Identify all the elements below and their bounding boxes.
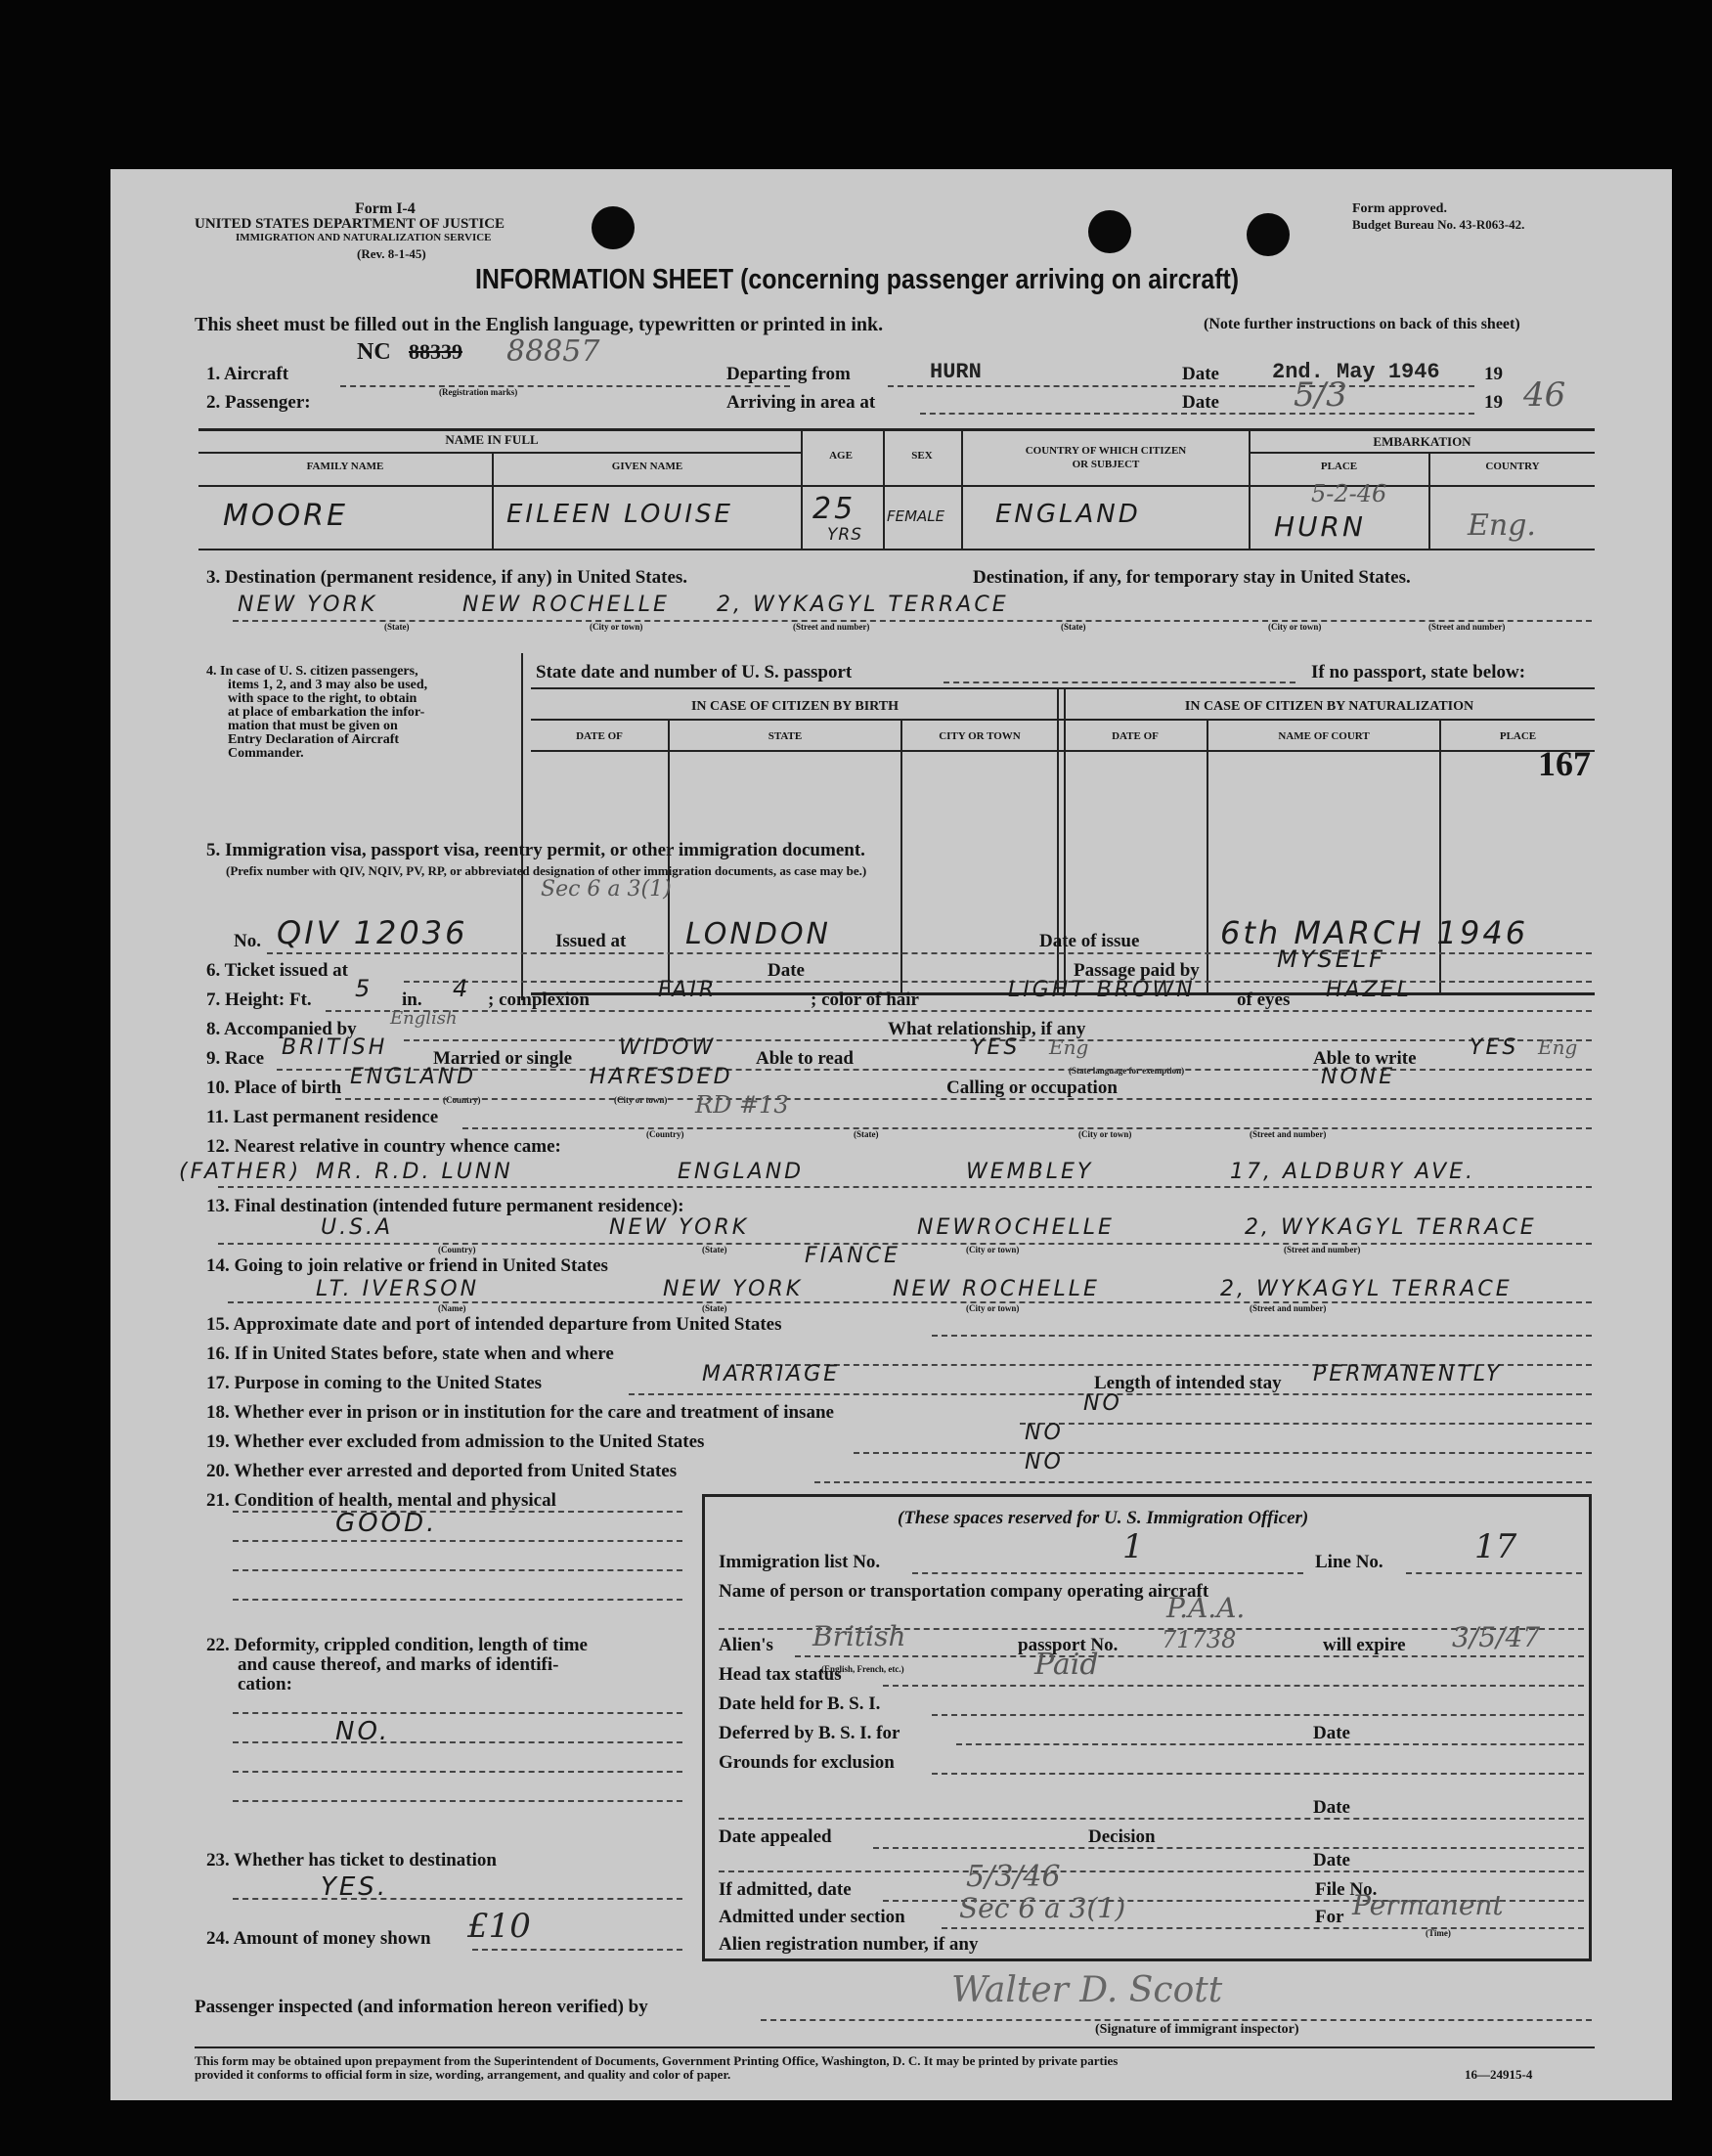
money-value: £10 — [467, 1907, 531, 1946]
company-label: Name of person or transportation company operating aircraft — [719, 1581, 1209, 1602]
held-label: Date held for B. S. I. — [719, 1694, 881, 1714]
signature-caption: (Signature of immigrant inspector) — [1095, 2022, 1299, 2037]
read-note: Eng — [1049, 1035, 1089, 1059]
race-label: 9. Race — [206, 1048, 265, 1069]
height-label: 7. Height: Ft. — [206, 990, 312, 1010]
destination-street: 2, WYKAGYL TERRACE — [717, 593, 1009, 617]
join-state: NEW YORK — [663, 1277, 804, 1301]
no-passport-label: If no passport, state below: — [1311, 662, 1526, 682]
final-street: 2, WYKAGYL TERRACE — [1245, 1215, 1537, 1240]
last-residence-label: 11. Last permanent residence — [206, 1107, 439, 1127]
deformity-label-2: and cause thereof, and marks of identifi- — [238, 1654, 559, 1675]
excluded-value: NO — [1025, 1421, 1064, 1445]
year-prefix: 19 — [1484, 364, 1503, 384]
caption: (Country) — [443, 1095, 481, 1105]
visa-sub: (Prefix number with QIV, NQIV, PV, RP, or abbreviated designation of other immigration documents, as case may be.) — [226, 863, 867, 878]
relative-label: 12. Nearest relative in country whence came: — [206, 1136, 561, 1157]
budget-number: Budget Bureau No. 43-R063-42. — [1352, 217, 1525, 232]
age-header: AGE — [829, 450, 853, 462]
headtax-label: Head tax status — [719, 1664, 842, 1685]
date-label: Date — [1313, 1850, 1350, 1870]
department: UNITED STATES DEPARTMENT OF JUSTICE — [195, 216, 505, 232]
alien-value: British — [812, 1620, 906, 1652]
punch-hole — [1088, 210, 1131, 253]
married-value: WIDOW — [619, 1035, 717, 1060]
birth-city: HARESDED — [590, 1065, 733, 1089]
ticket-destination-value: YES. — [321, 1872, 389, 1902]
caption: (Street and number) — [1428, 622, 1506, 632]
excluded-label: 19. Whether ever excluded from admission to the United States — [206, 1431, 705, 1452]
country-header: COUNTRY OF WHICH CITIZEN — [1025, 445, 1187, 457]
relative-city: WEMBLEY — [966, 1160, 1094, 1184]
paid-by-label: Passage paid by — [1074, 960, 1200, 981]
deformity-label-3: cation: — [238, 1674, 292, 1694]
paid-by-value: MYSELF — [1277, 946, 1385, 973]
ticket-date-label: Date — [768, 960, 805, 981]
inspector-signature: Walter D. Scott — [951, 1970, 1223, 2010]
family-name-value: MOORE — [223, 499, 348, 533]
prison-label: 18. Whether ever in prison or in institution for the care and treatment of insane — [206, 1402, 834, 1423]
relationship-label: What relationship, if any — [888, 1019, 1086, 1039]
family-name-header: FAMILY NAME — [306, 461, 384, 472]
year-prefix: 19 — [1484, 392, 1503, 413]
destination-city: NEW ROCHELLE — [462, 593, 670, 617]
caption: (State language for exemption) — [1069, 1066, 1185, 1076]
caption: (City or town) — [614, 1095, 668, 1105]
date-of-header: DATE OF — [1112, 730, 1159, 742]
visa-label: 5. Immigration visa, passport visa, reentry permit, or other immigration document. — [206, 840, 865, 860]
form-sheet — [110, 169, 1672, 2100]
embarkation-place-header: PLACE — [1320, 461, 1358, 472]
relative-country: ENGLAND — [678, 1160, 805, 1184]
caption: (Time) — [1426, 1928, 1451, 1938]
purpose-value: MARRIAGE — [702, 1362, 841, 1386]
decision-label: Decision — [1088, 1826, 1156, 1847]
purpose-label: 17. Purpose in coming to the United States — [206, 1373, 543, 1393]
complexion-label: ; complexion — [488, 990, 590, 1010]
for-value: Permanent — [1352, 1889, 1504, 1921]
court-header: NAME OF COURT — [1278, 730, 1370, 742]
passport-label: State date and number of U. S. passport — [536, 662, 853, 682]
final-city: NEWROCHELLE — [917, 1215, 1115, 1240]
issue-date-label: Date of issue — [1039, 931, 1140, 951]
caption: (City or town) — [1268, 622, 1322, 632]
height-in: 4 — [453, 975, 471, 1002]
birth-label: 10. Place of birth — [206, 1078, 342, 1098]
list-label: Immigration list No. — [719, 1552, 881, 1572]
health-value: GOOD. — [335, 1509, 438, 1538]
punch-hole — [1247, 213, 1290, 256]
write-note: Eng — [1538, 1035, 1578, 1059]
deported-value: NO — [1025, 1450, 1064, 1474]
visa-no-label: No. — [234, 931, 261, 951]
caption: (State) — [384, 622, 410, 632]
sex-value: FEMALE — [887, 507, 945, 525]
for-label: For — [1315, 1907, 1344, 1927]
caption: (City or town) — [966, 1245, 1020, 1254]
relative-relationship: (FATHER) — [179, 1160, 302, 1184]
admitted-value: 5/3/46 — [966, 1860, 1061, 1894]
eyes-label: of eyes — [1237, 990, 1291, 1010]
citizen-of-value: ENGLAND — [995, 500, 1141, 529]
complexion-value: FAIR — [658, 978, 718, 1002]
hair-value: LIGHT BROWN — [1008, 978, 1196, 1002]
caption: (Street and number) — [793, 622, 870, 632]
caption: (Name) — [438, 1303, 466, 1313]
race-value: BRITISH — [282, 1035, 388, 1060]
eyes-value: HAZEL — [1326, 978, 1412, 1002]
service: IMMIGRATION AND NATURALIZATION SERVICE — [236, 232, 492, 243]
occupation-label: Calling or occupation — [946, 1078, 1118, 1098]
caption: (State) — [1061, 622, 1086, 632]
issue-date-value: 6th MARCH 1946 — [1220, 914, 1529, 951]
caption: (Country) — [646, 1129, 684, 1139]
embarkation-header: EMBARKATION — [1373, 434, 1471, 449]
deformity-value: NO. — [335, 1717, 391, 1746]
officer-header: (These spaces reserved for U. S. Immigration Officer) — [898, 1508, 1309, 1528]
caption: (State) — [702, 1303, 727, 1313]
section-value: Sec 6 a 3(1) — [959, 1892, 1126, 1924]
given-name-header: GIVEN NAME — [611, 461, 683, 472]
aircraft-prefix: NC — [357, 339, 391, 365]
headtax-value: Paid — [1034, 1648, 1099, 1682]
join-city: NEW ROCHELLE — [893, 1277, 1100, 1301]
last-residence-note: RD #13 — [695, 1091, 789, 1119]
married-label: Married or single — [433, 1048, 573, 1069]
in-label: in. — [402, 990, 422, 1010]
health-label: 21. Condition of health, mental and physical — [206, 1490, 556, 1511]
revision: (Rev. 8-1-45) — [357, 246, 426, 261]
birth-country: ENGLAND — [350, 1065, 477, 1089]
date-label: Date — [1182, 392, 1219, 413]
height-ft: 5 — [355, 975, 373, 1002]
ticket-label: 6. Ticket issued at — [206, 960, 348, 981]
join-label: 14. Going to join relative or friend in United States — [206, 1255, 608, 1276]
final-country: U.S.A — [321, 1215, 394, 1240]
aircraft-reg-crossed: 88339 — [409, 339, 462, 364]
caption: (City or town) — [966, 1303, 1020, 1313]
appealed-label: Date appealed — [719, 1826, 832, 1847]
departure-label: 15. Approximate date and port of intended departure from United States — [206, 1314, 782, 1335]
country-header-2: OR SUBJECT — [1072, 459, 1140, 470]
sex-header: SEX — [911, 450, 933, 462]
arrival-year: 46 — [1523, 375, 1566, 415]
alien-label: Alien's — [719, 1635, 773, 1655]
stay-value: PERMANENTLY — [1313, 1362, 1503, 1386]
arriving-label: Arriving in area at — [726, 392, 876, 413]
given-name-value: EILEEN LOUISE — [506, 500, 733, 529]
instruction: This sheet must be filled out in the English language, typewritten or printed in ink. — [195, 314, 884, 335]
ticket-destination-label: 23. Whether has ticket to destination — [206, 1850, 497, 1870]
final-destination-label: 13. Final destination (intended future permanent residence): — [206, 1196, 684, 1216]
form-approved: Form approved. — [1352, 201, 1447, 216]
inspected-label: Passenger inspected (and information hereon verified) by — [195, 1997, 648, 2017]
alien-passport-label: passport No. — [1018, 1635, 1119, 1655]
file-label: File No. — [1315, 1879, 1378, 1900]
visa-number: QIV 12036 — [277, 914, 468, 951]
embarkation-country-value: Eng. — [1468, 508, 1536, 543]
stay-label: Length of intended stay — [1094, 1373, 1282, 1393]
departing-label: Departing from — [726, 364, 851, 384]
alien-passport-value: 71738 — [1162, 1626, 1237, 1653]
state-header: STATE — [768, 730, 803, 742]
date-label: Date — [1313, 1723, 1350, 1743]
join-relationship: FIANCE — [805, 1244, 900, 1268]
deferred-label: Deferred by B. S. I. for — [719, 1723, 900, 1743]
by-birth-header: IN CASE OF CITIZEN BY BIRTH — [690, 699, 900, 714]
temp-destination-label: Destination, if any, for temporary stay in United States. — [973, 567, 1411, 588]
issued-at-label: Issued at — [555, 931, 627, 951]
admitted-label: If admitted, date — [719, 1879, 852, 1900]
date-label: Date — [1182, 364, 1219, 384]
stamp-number: 167 — [1538, 744, 1591, 783]
expire-value: 3/5/47 — [1452, 1621, 1541, 1653]
write-label: Able to write — [1313, 1048, 1417, 1069]
destination-label: 3. Destination (permanent residence, if any) in United States. — [206, 567, 688, 588]
join-name: LT. IVERSON — [316, 1277, 480, 1301]
alien-reg-label: Alien registration number, if any — [719, 1934, 979, 1955]
passenger-label: 2. Passenger: — [206, 392, 311, 413]
final-state: NEW YORK — [609, 1215, 750, 1240]
accompanied-label: 8. Accompanied by — [206, 1019, 357, 1039]
place-header: PLACE — [1499, 730, 1537, 742]
page-title: INFORMATION SHEET (concerning passenger arriving on aircraft) — [475, 264, 1240, 295]
relative-name: MR. R.D. LUNN — [316, 1160, 513, 1184]
footer-text: This form may be obtained upon prepayment from the Superintendent of Documents, Government Printing Office, Washington, D. C. It may be printed by private parties — [195, 2053, 1119, 2068]
instruction-note: (Note further instructions on back of this sheet) — [1204, 316, 1520, 332]
departing-date: 2nd. May 1946 — [1272, 360, 1440, 384]
prison-value: NO — [1083, 1391, 1122, 1416]
embarkation-place-value: HURN — [1274, 510, 1366, 543]
join-street: 2, WYKAGYL TERRACE — [1220, 1277, 1513, 1301]
aircraft-reg: 88857 — [506, 334, 600, 369]
caption: (Street and number) — [1250, 1303, 1327, 1313]
embarkation-date-note: 5-2-46 — [1311, 480, 1387, 507]
caption: (State) — [702, 1245, 727, 1254]
expire-label: will expire — [1323, 1635, 1406, 1655]
list-value: 1 — [1122, 1527, 1144, 1566]
punch-hole — [592, 206, 635, 249]
visa-note: Sec 6 a 3(1) — [541, 877, 672, 902]
caption: (Street and number) — [1250, 1129, 1327, 1139]
grounds-label: Grounds for exclusion — [719, 1752, 895, 1773]
caption: (Country) — [438, 1245, 476, 1254]
aircraft-label: 1. Aircraft — [206, 364, 289, 384]
date-label: Date — [1313, 1797, 1350, 1818]
deported-label: 20. Whether ever arrested and deported from United States — [206, 1461, 678, 1481]
section-label: Admitted under section — [719, 1907, 905, 1927]
reg-caption: (Registration marks) — [439, 387, 518, 397]
footer-code: 16—24915-4 — [1465, 2067, 1533, 2082]
line-value: 17 — [1474, 1527, 1517, 1566]
occupation-value: NONE — [1321, 1065, 1396, 1089]
relative-street: 17, ALDBURY AVE. — [1230, 1160, 1476, 1184]
company-value: P.A.A. — [1166, 1592, 1246, 1624]
deformity-label: 22. Deformity, crippled condition, length of time — [206, 1635, 588, 1655]
write-value: YES — [1470, 1035, 1519, 1060]
embarkation-country-header: COUNTRY — [1485, 461, 1540, 472]
departing-value: HURN — [930, 360, 982, 384]
caption: (City or town) — [590, 622, 643, 632]
caption: (State) — [854, 1129, 879, 1139]
money-label: 24. Amount of money shown — [206, 1928, 431, 1949]
read-label: Able to read — [756, 1048, 854, 1069]
form-number: Form I-4 — [355, 200, 416, 217]
accompanied-note: English — [390, 1008, 458, 1029]
age-unit: YRS — [827, 525, 862, 545]
before-label: 16. If in United States before, state when and where — [206, 1343, 614, 1364]
citizen-instructions: 4. In case of U. S. citizen passengers, items 1, 2, and 3 may also be used, with space to the right, to obtain at place of embarkation the infor- mation that must be given on Entry Declaration of Aircraft Commander. — [206, 664, 428, 761]
issued-at-value: LONDON — [685, 917, 832, 951]
hair-label: ; color of hair — [811, 990, 919, 1010]
name-in-full-header: NAME IN FULL — [445, 432, 539, 447]
by-naturalization-header: IN CASE OF CITIZEN BY NATURALIZATION — [1184, 699, 1474, 714]
date-of-header: DATE OF — [576, 730, 623, 742]
caption: (City or town) — [1078, 1129, 1132, 1139]
footer-text-2: provided it conforms to official form in size, wording, arrangement, and quality and color of paper. — [195, 2067, 731, 2082]
city-header: CITY OR TOWN — [939, 730, 1021, 742]
caption: (English, French, etc.) — [821, 1664, 904, 1674]
line-label: Line No. — [1315, 1552, 1383, 1572]
arrival-date: 5/3 — [1294, 375, 1347, 415]
read-value: YES — [971, 1035, 1021, 1060]
age-value: 25 — [812, 492, 856, 526]
caption: (Street and number) — [1284, 1245, 1361, 1254]
destination-state: NEW YORK — [238, 593, 378, 617]
